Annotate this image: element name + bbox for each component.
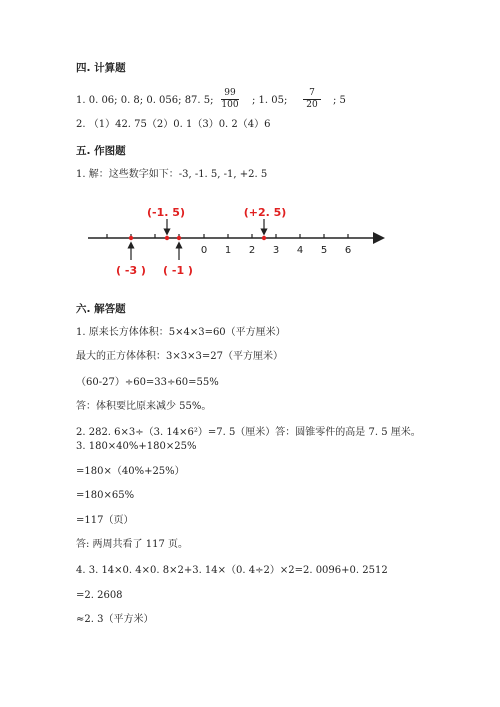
answer-line: （60-27）÷60=33÷60=55% — [76, 377, 219, 388]
fraction-numerator: 7 — [309, 88, 315, 98]
section-4-title: 四. 计算题 — [76, 62, 126, 74]
answer-line: =117（页） — [76, 515, 134, 526]
section-5-title: 五. 作图题 — [76, 145, 126, 157]
answer-line: 1. 原来长方体体积：5×4×3=60（平方厘米） — [76, 327, 286, 338]
label-neg3: ( -3 ) — [116, 264, 146, 277]
number-line-figure — [0, 195, 500, 295]
answer-line: 3. 180×40%+180×25% — [76, 441, 197, 452]
q4-1-mid: ; 1. 05; — [252, 95, 288, 106]
point-neg1 — [177, 236, 181, 240]
fraction-numerator: 99 — [224, 88, 236, 98]
tick-label: 4 — [296, 245, 304, 256]
tick-label: 2 — [248, 245, 256, 256]
q4-2: 2. （1）42. 75（2）0. 1（3）0. 2（4）6 — [76, 119, 271, 130]
label-neg1: ( -1 ) — [163, 264, 193, 277]
point-pos2-5 — [262, 236, 266, 240]
fraction-7-20 — [301, 88, 323, 111]
tick-label: 5 — [320, 245, 328, 256]
answer-line: 2. 282. 6×3÷（3. 14×6²）=7. 5（厘米）答：圆锥零件的高是 7. 5 厘米。 — [76, 427, 421, 438]
fraction-denominator: 20 — [306, 100, 318, 110]
section-6-title: 六. 解答题 — [76, 303, 126, 315]
answer-line: ≈2. 3（平方米） — [76, 614, 154, 625]
answer-line: 答: 两周共看了 117 页。 — [76, 539, 188, 550]
answer-line: =180×65% — [76, 490, 135, 501]
q4-1-suffix: ; 5 — [333, 95, 346, 106]
answer-line: 答：体积要比原来减少 55%。 — [76, 401, 212, 412]
point-neg3 — [129, 236, 133, 240]
fraction-99-100 — [219, 88, 241, 111]
tick-label: 0 — [200, 245, 208, 256]
q5-1: 1. 解：这些数字如下：-3, -1. 5, -1, +2. 5 — [76, 169, 268, 180]
q4-1-prefix: 1. 0. 06; 0. 8; 0. 056; 87. 5; — [76, 95, 214, 106]
fraction-denominator: 100 — [221, 100, 239, 110]
tick-label: 1 — [224, 245, 232, 256]
point-neg1-5 — [165, 236, 169, 240]
answer-line: 4. 3. 14×0. 4×0. 8×2+3. 14×（0. 4÷2）×2=2. 0096+0. 2512 — [76, 565, 388, 576]
label-neg1-5: (-1. 5) — [147, 206, 185, 219]
tick-label: 6 — [344, 245, 352, 256]
label-pos2-5: (+2. 5) — [243, 206, 287, 219]
answer-line: 最大的正方体体积：3×3×3=27（平方厘米） — [76, 351, 283, 362]
answer-line: =2. 2608 — [76, 590, 123, 601]
tick-label: 3 — [272, 245, 280, 256]
answer-line: =180×（40%+25%） — [76, 466, 185, 477]
